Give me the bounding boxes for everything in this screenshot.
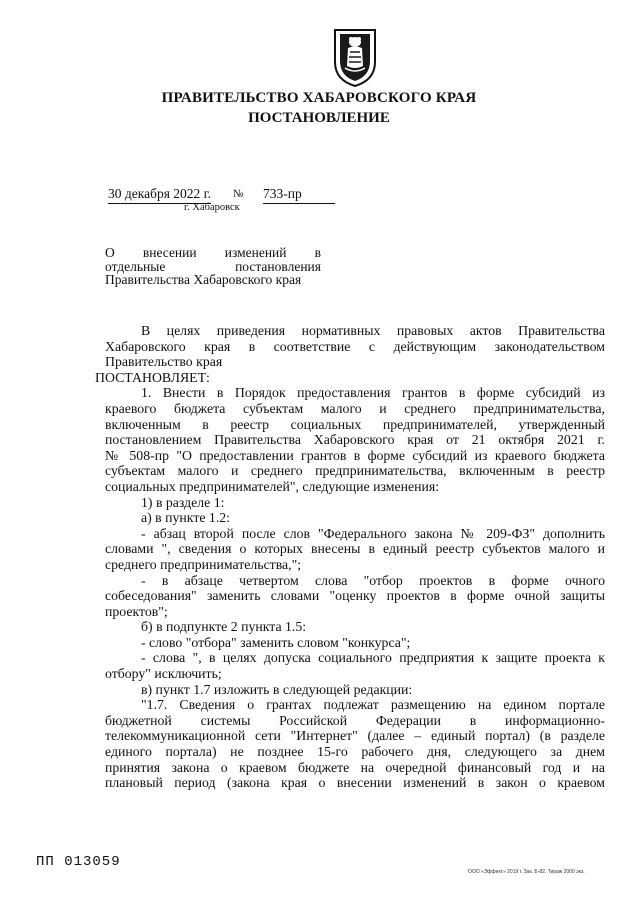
text-line: - абзац второй после слов "Федерального закона № 209-ФЗ" дополнить bbox=[141, 525, 605, 541]
text-line: среднего предпринимательства,"; bbox=[105, 556, 302, 572]
decree-word: ПОСТАНОВЛЯЕТ: bbox=[95, 369, 210, 385]
text-line: включенным в реестр социальных предпринимателей, утвержденный bbox=[105, 416, 605, 432]
paragraph-amendment: - слово "отбора" заменить словом "конкурса"; bbox=[141, 634, 411, 650]
serial-stamp: ПП 013059 bbox=[36, 854, 121, 870]
coat-of-arms-emblem bbox=[332, 28, 378, 88]
text-line: плановый период (закона края о внесении изменений в закон о краевом bbox=[105, 775, 605, 791]
text-line: собеседования" заменить словами "оценку проектов в форме очной защиты bbox=[105, 588, 605, 604]
text-line: социальных предпринимателей", следующие изменения: bbox=[105, 478, 440, 494]
document-city: г. Хабаровск bbox=[184, 202, 240, 213]
document-date: 30 декабря 2022 г. bbox=[108, 186, 211, 204]
text-line: В целях приведения нормативных правовых актов Правительства bbox=[141, 323, 605, 338]
text-line: - слова ", в целях допуска социального предприятия к защите проекта к bbox=[141, 650, 605, 666]
document-type: ПОСТАНОВЛЕНИЕ bbox=[248, 110, 390, 126]
document-subject bbox=[105, 246, 321, 287]
subject-line: Правительства Хабаровского края bbox=[105, 272, 302, 287]
text-line: постановлением Правительства Хабаровского края от 21 октября 2021 г. bbox=[105, 432, 605, 448]
paragraph-amendment bbox=[105, 573, 605, 620]
text-line: краевого бюджета субъектам малого и среднего предпринимательства, bbox=[105, 400, 605, 416]
text-line: субъектам малого и среднего предпринимательства, включенным в реестр bbox=[105, 463, 605, 479]
text-line: словами ", сведения о которых внесены в единый реестр субъектов малого и bbox=[105, 541, 605, 557]
text-line: Правительство края bbox=[105, 354, 223, 370]
text-line: Хабаровского края в соответствие с действующим законодательством bbox=[105, 338, 605, 354]
subject-line: О внесении изменений в bbox=[105, 245, 321, 260]
text-line: № 508-пр "О предоставлении грантов в форме субсидий из краевого бюджета bbox=[105, 447, 605, 463]
paragraph-point: а) в пункте 1.2: bbox=[141, 510, 230, 526]
paragraph-section: 1) в разделе 1: bbox=[141, 494, 225, 510]
text-line: принятия закона о краевом бюджете на очередной финансовый год и на bbox=[105, 759, 605, 775]
paragraph-amendment bbox=[105, 526, 605, 573]
text-line: единого портала) не позднее 15-го рабочего дня, следующего за днем bbox=[105, 744, 605, 760]
text-line: 1. Внести в Порядок предоставления грантов в форме субсидий из bbox=[141, 385, 605, 401]
paragraph-quote bbox=[105, 697, 605, 791]
text-line: бюджетной системы Российской Федерации в информационно- bbox=[105, 712, 605, 728]
paragraph-point: в) пункт 1.7 изложить в следующей редакции: bbox=[141, 681, 413, 697]
government-title: ПРАВИТЕЛЬСТВО ХАБАРОВСКОГО КРАЯ bbox=[161, 90, 477, 106]
text-line: "1.7. Сведения о грантах подлежат размещению на едином портале bbox=[141, 697, 605, 713]
text-line: отбору" исключить; bbox=[105, 666, 222, 682]
paragraph-preamble bbox=[105, 323, 605, 370]
text-line: проектов"; bbox=[105, 603, 168, 619]
printer-imprint: ООО «Эффект» 2019 г. Зак. Б-82. Тираж 2000 экз. bbox=[468, 869, 585, 875]
paragraph-point: б) в подпункте 2 пункта 1.5: bbox=[141, 619, 307, 635]
paragraph-item-1 bbox=[105, 385, 605, 494]
document-number: 733-пр bbox=[263, 186, 335, 204]
text-line: - в абзаце четвертом слова "отбор проектов в форме очного bbox=[141, 572, 605, 588]
number-sign: № bbox=[233, 188, 244, 200]
text-line: телекоммуникационной сети "Интернет" (далее – единый портал) (в разделе bbox=[105, 728, 605, 744]
document-body bbox=[95, 323, 605, 791]
paragraph-amendment bbox=[105, 650, 605, 681]
subject-line: отдельные постановления bbox=[105, 258, 321, 274]
